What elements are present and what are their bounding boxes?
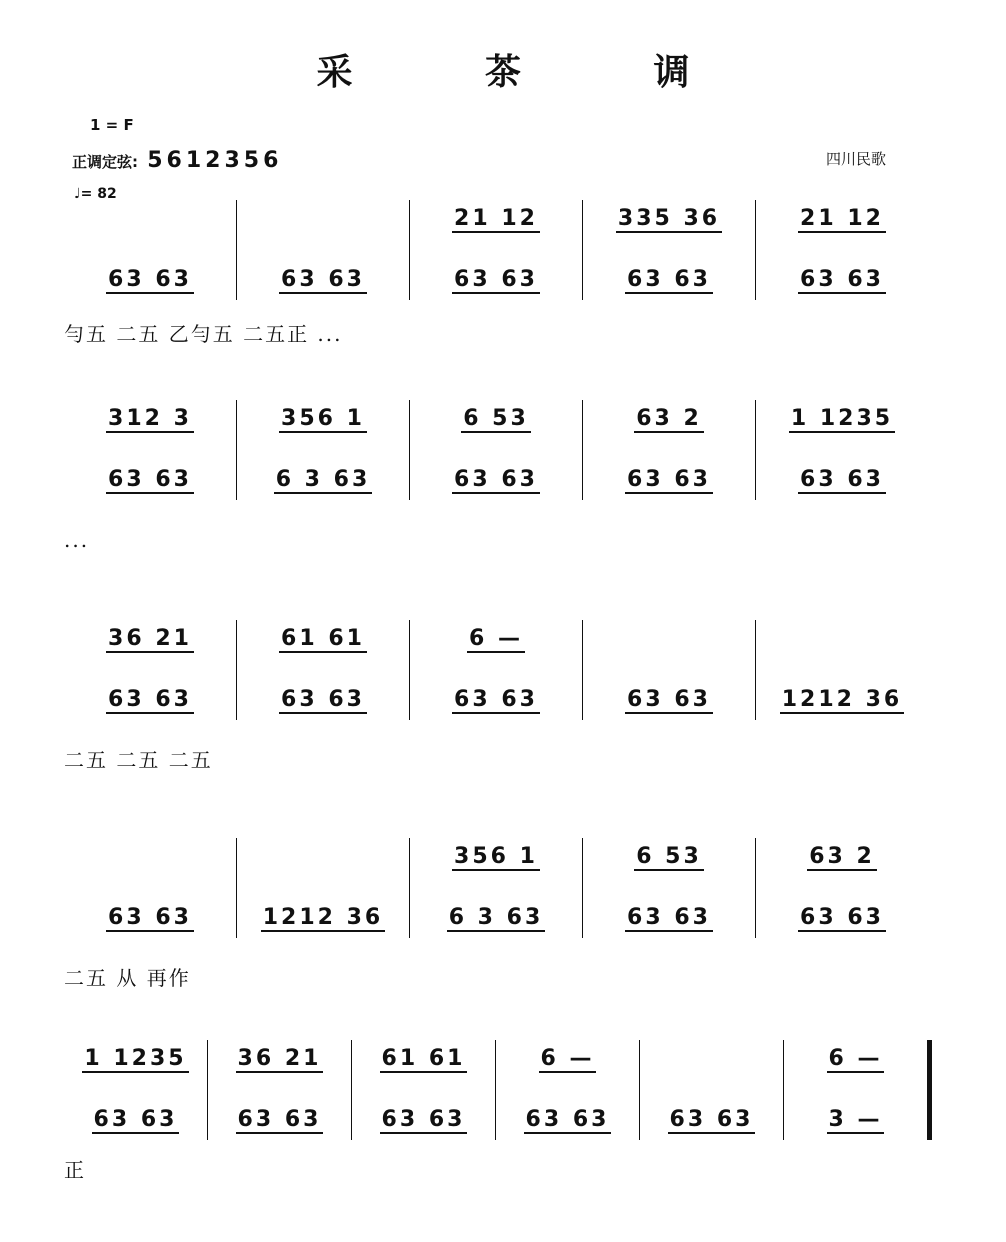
notes: 63 63 [454, 467, 538, 492]
melody-row [593, 844, 745, 871]
melody-row [420, 406, 572, 433]
measure [583, 400, 755, 500]
notes: 61 61 [281, 626, 365, 651]
accompaniment-row [74, 687, 226, 714]
notes: 6 53 [463, 406, 529, 431]
notes: 63 63 [108, 467, 192, 492]
notes: 63 63 [454, 267, 538, 292]
final-barline [927, 1040, 932, 1140]
melody-row [247, 626, 399, 653]
staff-system [64, 200, 944, 300]
notes: 63 63 [800, 905, 884, 930]
melody-row [247, 406, 399, 433]
staff-system [64, 620, 944, 720]
notes: 335 36 [617, 206, 721, 231]
accompaniment-row [650, 1107, 773, 1134]
measure [583, 838, 755, 938]
accompaniment-row [766, 267, 918, 294]
measure [64, 400, 236, 500]
notes: 1 1235 [790, 406, 894, 431]
notes: 63 2 [636, 406, 702, 431]
tuning-notes: 5612356 [147, 148, 283, 173]
measure [410, 200, 582, 300]
melody-row [74, 1046, 197, 1073]
notes: 63 63 [108, 905, 192, 930]
melody-row [766, 406, 918, 433]
accompaniment-row [766, 687, 918, 714]
staff-system [64, 838, 944, 938]
melody-row [74, 626, 226, 653]
accompaniment-row [593, 267, 745, 294]
notes: 6 — [828, 1046, 883, 1071]
tuning-label: 正调定弦: [72, 153, 138, 171]
notes: 63 63 [281, 687, 365, 712]
notes: 63 63 [454, 687, 538, 712]
key-signature: 1 = F [90, 116, 134, 134]
notes: 63 63 [669, 1107, 754, 1132]
accompaniment-row [74, 267, 226, 294]
notes: 6 3 63 [448, 905, 544, 930]
notes: 63 63 [281, 267, 365, 292]
measure [756, 400, 928, 500]
melody-row [218, 1046, 341, 1073]
accompaniment-row [218, 1107, 341, 1134]
notes: 63 63 [108, 267, 192, 292]
notes: 6 — [469, 626, 523, 651]
accompaniment-row [74, 467, 226, 494]
measure [237, 200, 409, 300]
tablature-row: 二五 从 再作 [64, 966, 191, 990]
melody-row [766, 206, 918, 233]
measure [237, 620, 409, 720]
accompaniment-row [247, 467, 399, 494]
page-title: 采 茶 调 [316, 51, 750, 93]
melody-row [420, 626, 572, 653]
notes: 61 61 [381, 1046, 466, 1071]
melody-row [420, 206, 572, 233]
accompaniment-row [74, 1107, 197, 1134]
staff-system [64, 400, 944, 500]
melody-row [362, 1046, 485, 1073]
accompaniment-row [420, 687, 572, 714]
accompaniment-row [766, 905, 918, 932]
notes: 312 3 [108, 406, 192, 431]
notes: 1212 36 [781, 687, 903, 712]
measure [583, 620, 755, 720]
notes: 63 63 [627, 267, 711, 292]
tempo-marking: ♩= 82 [74, 186, 117, 202]
melody-row [794, 1046, 917, 1073]
accompaniment-row [593, 687, 745, 714]
notes: 63 63 [237, 1107, 322, 1132]
notes: 36 21 [108, 626, 192, 651]
accompaniment-row [420, 467, 572, 494]
notes: 356 1 [454, 844, 538, 869]
measure [410, 620, 582, 720]
tablature-row: 勻五 二五 乙勻五 二五正 ... [64, 322, 343, 346]
notes: 1212 36 [262, 905, 384, 930]
measure [583, 200, 755, 300]
accompaniment-row [74, 905, 226, 932]
notes: 1 1235 [84, 1046, 187, 1071]
accompaniment-row [247, 687, 399, 714]
melody-row [593, 406, 745, 433]
measure [64, 620, 236, 720]
measure [64, 838, 236, 938]
melody-row [74, 406, 226, 433]
accompaniment-row [247, 905, 399, 932]
measure [756, 620, 928, 720]
measure [410, 400, 582, 500]
measure [208, 1040, 351, 1140]
notes: 63 63 [381, 1107, 466, 1132]
accompaniment-row [420, 267, 572, 294]
measure [784, 1040, 927, 1140]
notes: 3 — [828, 1107, 883, 1132]
notes: 63 63 [627, 687, 711, 712]
notes: 63 63 [627, 467, 711, 492]
measure [64, 1040, 207, 1140]
staff-system [64, 1040, 944, 1140]
tuning [72, 148, 282, 173]
notes: 63 63 [627, 905, 711, 930]
measure [756, 200, 928, 300]
notes: 36 21 [237, 1046, 322, 1071]
notes: 63 63 [525, 1107, 610, 1132]
tablature-row: 二五 二五 二五 [64, 748, 213, 772]
melody-row [766, 844, 918, 871]
accompaniment-row [593, 467, 745, 494]
measure [496, 1040, 639, 1140]
accompaniment-row [420, 905, 572, 932]
measure [756, 838, 928, 938]
notes: 21 12 [454, 206, 538, 231]
tablature-row: 正 [64, 1158, 86, 1182]
notes: 63 63 [800, 267, 884, 292]
melody-row [506, 1046, 629, 1073]
accompaniment-row [794, 1107, 917, 1134]
accompaniment-row [506, 1107, 629, 1134]
notes: 63 63 [93, 1107, 178, 1132]
measure [640, 1040, 783, 1140]
melody-row [420, 844, 572, 871]
accompaniment-row [593, 905, 745, 932]
notes: 63 63 [108, 687, 192, 712]
notes: 63 63 [800, 467, 884, 492]
accompaniment-row [247, 267, 399, 294]
accompaniment-row [362, 1107, 485, 1134]
accompaniment-row [766, 467, 918, 494]
source-label: 四川民歌 [826, 150, 887, 168]
notes: 21 12 [800, 206, 884, 231]
melody-row [593, 206, 745, 233]
measure [410, 838, 582, 938]
measure [237, 400, 409, 500]
tablature-row: ... [64, 528, 90, 552]
notes: 356 1 [281, 406, 365, 431]
measure [237, 838, 409, 938]
notes: 63 2 [809, 844, 875, 869]
measure [64, 200, 236, 300]
notes: 6 53 [636, 844, 702, 869]
measure [352, 1040, 495, 1140]
notes: 6 3 63 [275, 467, 371, 492]
notes: 6 — [540, 1046, 595, 1071]
